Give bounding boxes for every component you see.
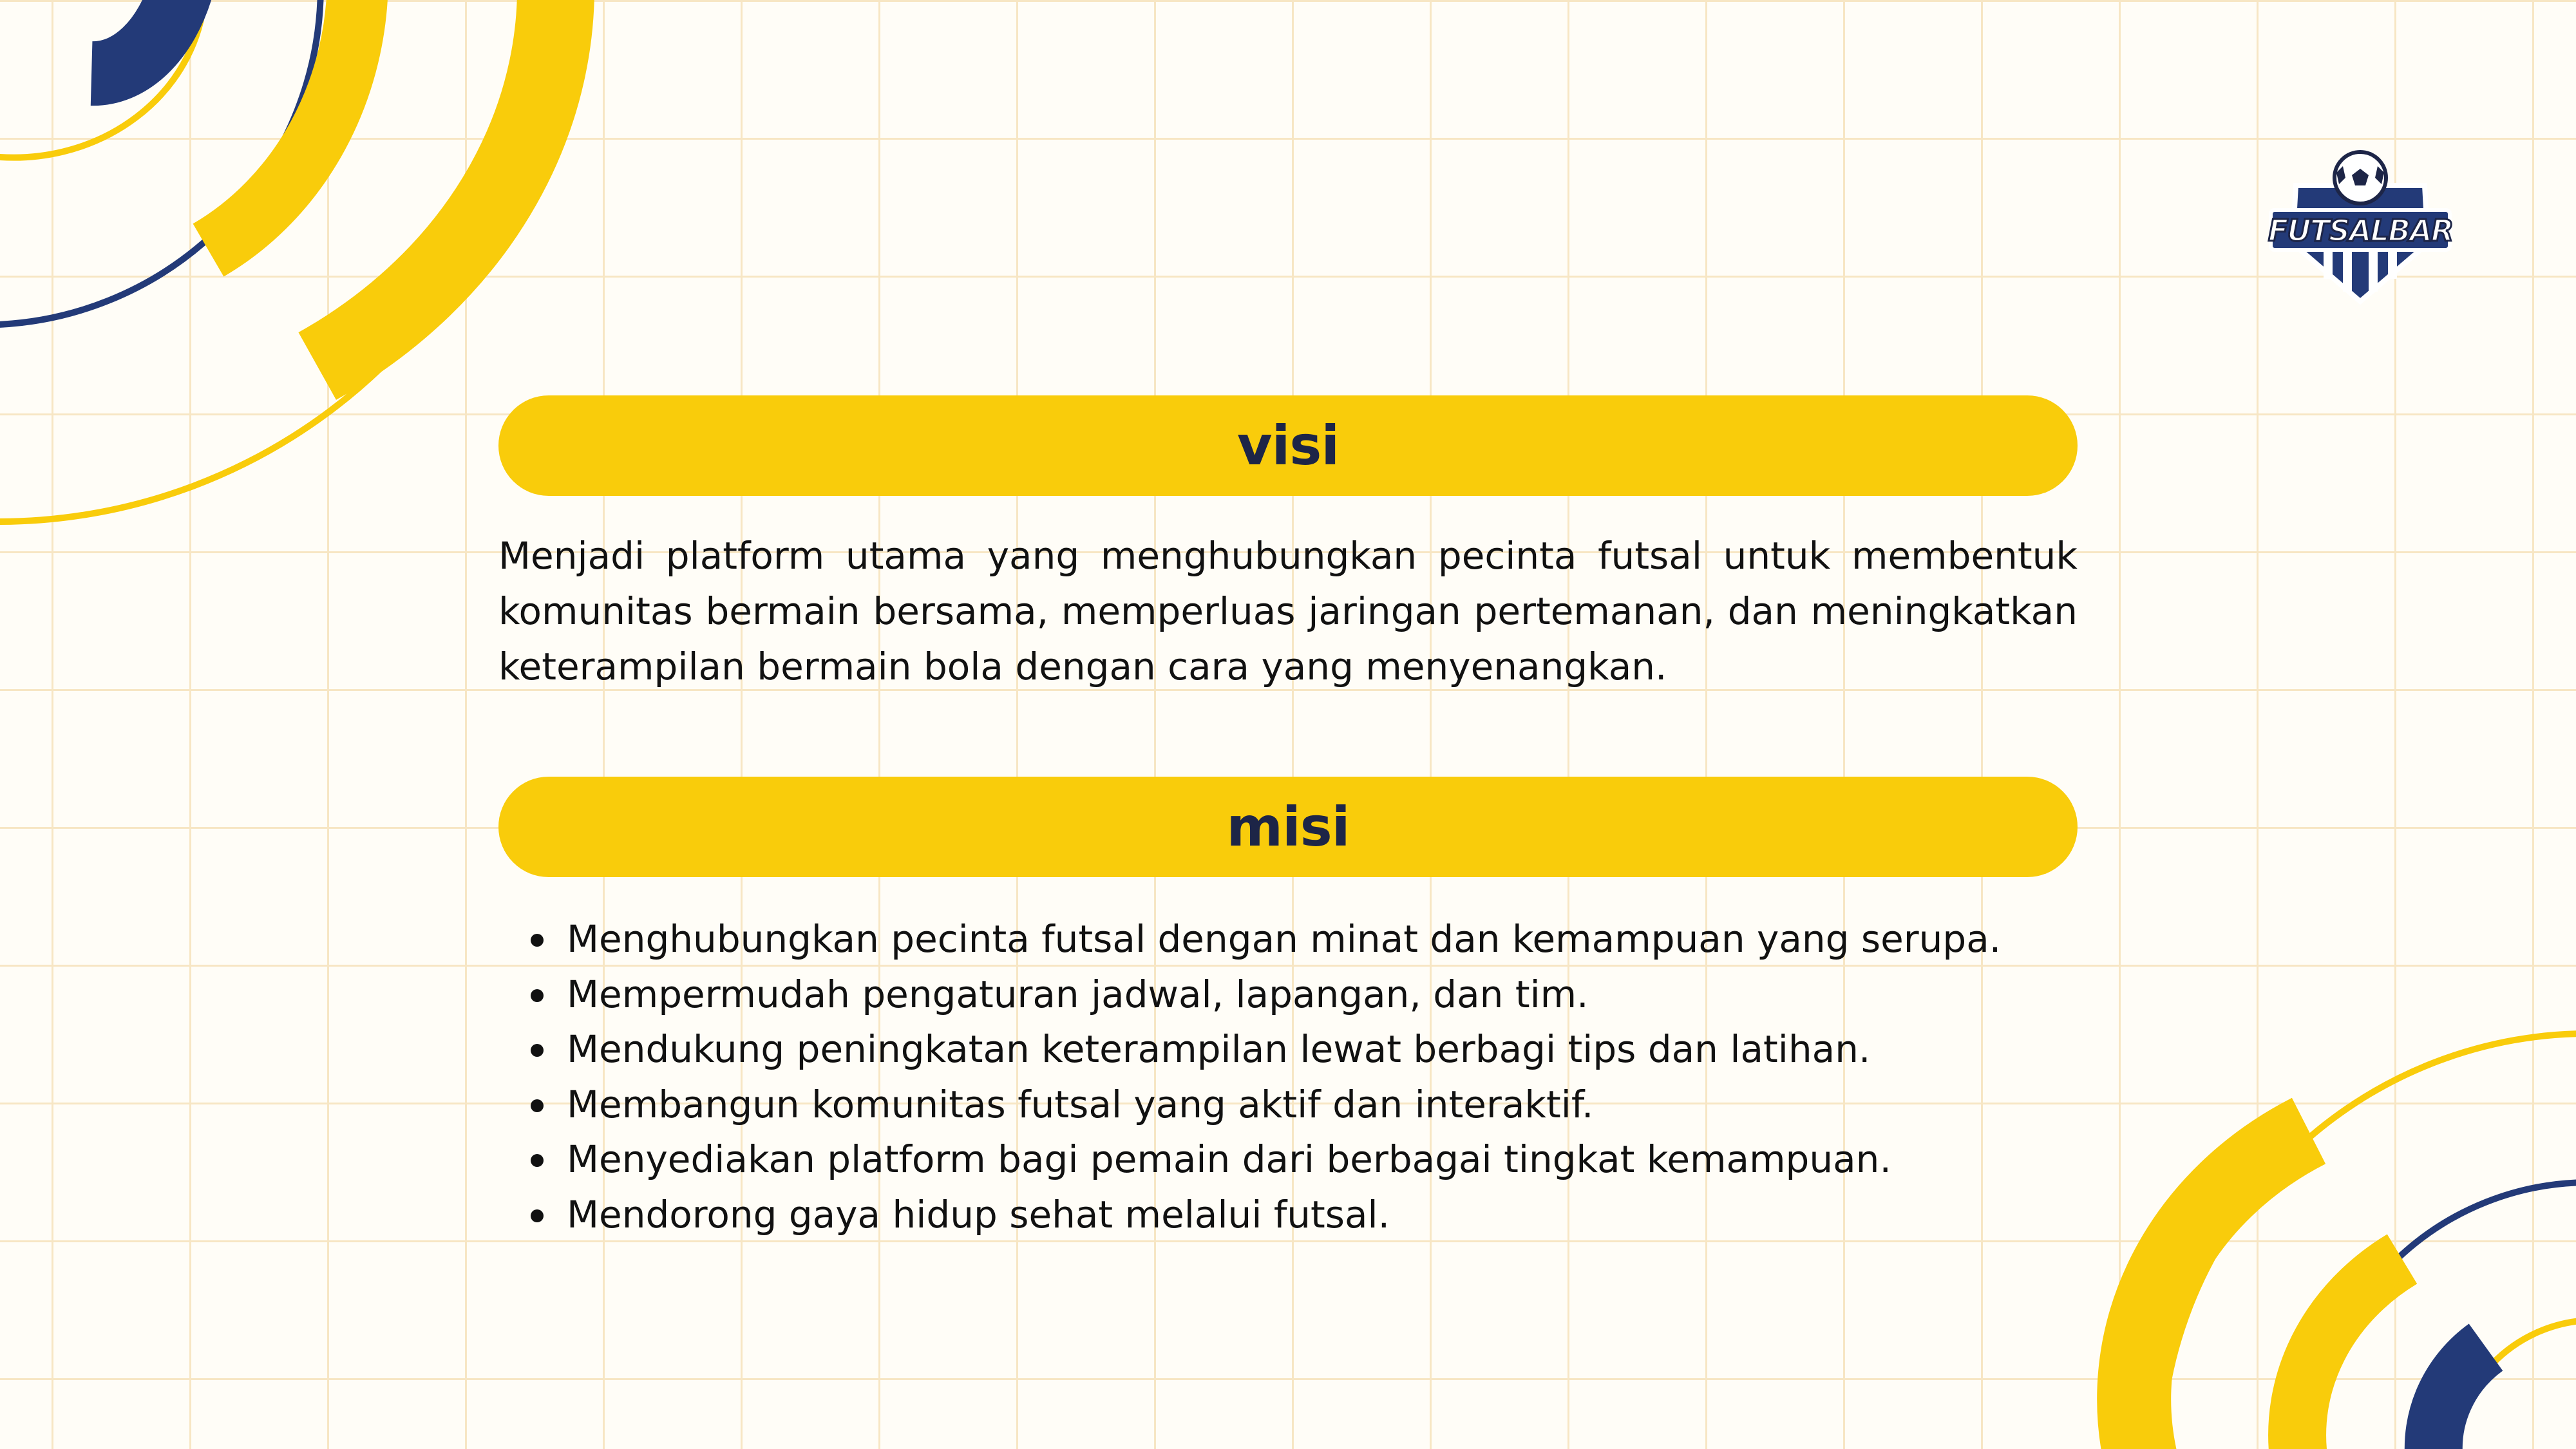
visi-heading-banner	[498, 395, 2078, 496]
misi-heading: misi	[1226, 795, 1350, 858]
misi-list-item	[498, 912, 2078, 967]
misi-item-text: Mendorong gaya hidup sehat melalui futsal.	[567, 1192, 1390, 1236]
bullet-icon	[531, 1209, 544, 1222]
misi-list-item	[498, 967, 2078, 1023]
top-left-arcs	[0, 0, 556, 522]
bullet-icon	[531, 934, 544, 947]
bottom-right-arcs	[2134, 1034, 2576, 1449]
misi-item-text: Menghubungkan pecinta futsal dengan minat dan kemampuan yang serupa.	[567, 917, 2002, 961]
futsalbar-logo	[2267, 147, 2454, 308]
visi-body-text: Menjadi platform utama yang menghubungkan pecinta futsal untuk membentuk komunitas bermain bersama, memperluas jaringan pertemanan, dan meningkatkan keterampilan bermain bola dengan cara yang menyenangkan.	[498, 534, 2078, 688]
soccer-ball-icon	[2334, 152, 2386, 204]
misi-list-item	[498, 1132, 2078, 1188]
bullet-icon	[531, 1044, 544, 1057]
bullet-icon	[531, 1154, 544, 1167]
misi-list-item	[498, 1022, 2078, 1077]
misi-item-text: Mendukung peningkatan keterampilan lewat berbagi tips dan latihan.	[567, 1027, 1871, 1071]
misi-item-text: Membangun komunitas futsal yang aktif dan interaktif.	[567, 1082, 1594, 1126]
misi-item-text: Mempermudah pengaturan jadwal, lapangan, dan tim.	[567, 972, 1589, 1016]
bullet-icon	[531, 989, 544, 1002]
bullet-icon	[531, 1099, 544, 1112]
logo-wordmark: FUTSALBAR	[2268, 213, 2453, 248]
misi-item-text: Menyediakan platform bagi pemain dari berbagai tingkat kemampuan.	[567, 1137, 1891, 1181]
misi-list	[498, 912, 2078, 1242]
misi-list-item	[498, 1188, 2078, 1243]
misi-list-item	[498, 1077, 2078, 1133]
misi-heading-banner	[498, 777, 2078, 877]
visi-heading: visi	[1236, 414, 1340, 477]
